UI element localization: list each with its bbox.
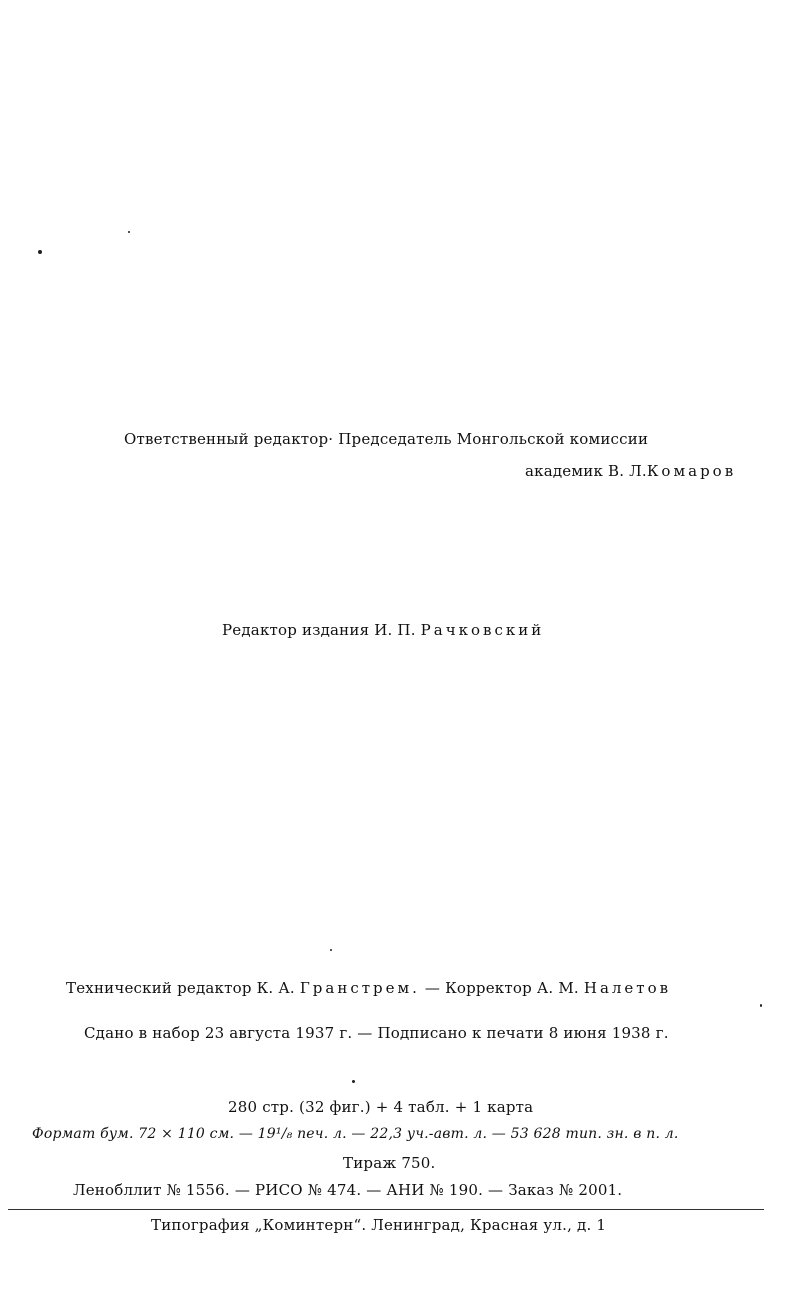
paper-format: Формат бум. 72 × 110 см. — 19¹/₈ печ. л. — 22,3 уч.-авт. л. — 53 628 тип. зн. в п. л. bbox=[32, 1126, 679, 1142]
print-run: Тираж 750. bbox=[343, 1154, 436, 1172]
technical-editor-name: Гранстрем. bbox=[299, 979, 420, 997]
print-speck bbox=[128, 231, 130, 233]
responsible-editor-name: Комаров bbox=[646, 462, 737, 480]
publication-editor-label: Редактор издания И. П. bbox=[222, 621, 416, 639]
responsible-editor-title: академик В. Л. bbox=[525, 462, 647, 480]
print-speck bbox=[760, 1004, 762, 1007]
print-speck bbox=[330, 949, 332, 951]
technical-editor-line bbox=[66, 979, 671, 997]
corrector-name: Налетов bbox=[583, 979, 672, 997]
publication-editor bbox=[222, 621, 544, 639]
printer-info: Типография „Коминтерн“. Ленинград, Красная ул., д. 1 bbox=[151, 1216, 607, 1234]
print-speck bbox=[352, 1080, 355, 1083]
publication-editor-name: Рачковский bbox=[420, 621, 545, 639]
print-speck bbox=[38, 250, 42, 254]
divider-line bbox=[8, 1209, 764, 1210]
publication-codes: Ленобллит № 1556. — РИСО № 474. — АНИ № 190. — Заказ № 2001. bbox=[73, 1181, 623, 1199]
typeset-dates: Сдано в набор 23 августа 1937 г. — Подписано к печати 8 июня 1938 г. bbox=[84, 1024, 669, 1042]
technical-editor-label: Технический редактор К. А. bbox=[66, 979, 295, 997]
responsible-editor-line1: Ответственный редактор· Председатель Монгольской комиссии bbox=[124, 430, 649, 448]
corrector-label: — Корректор А. М. bbox=[424, 979, 579, 997]
page-count: 280 стр. (32 фиг.) + 4 табл. + 1 карта bbox=[228, 1098, 534, 1116]
responsible-editor-line2 bbox=[525, 462, 736, 480]
